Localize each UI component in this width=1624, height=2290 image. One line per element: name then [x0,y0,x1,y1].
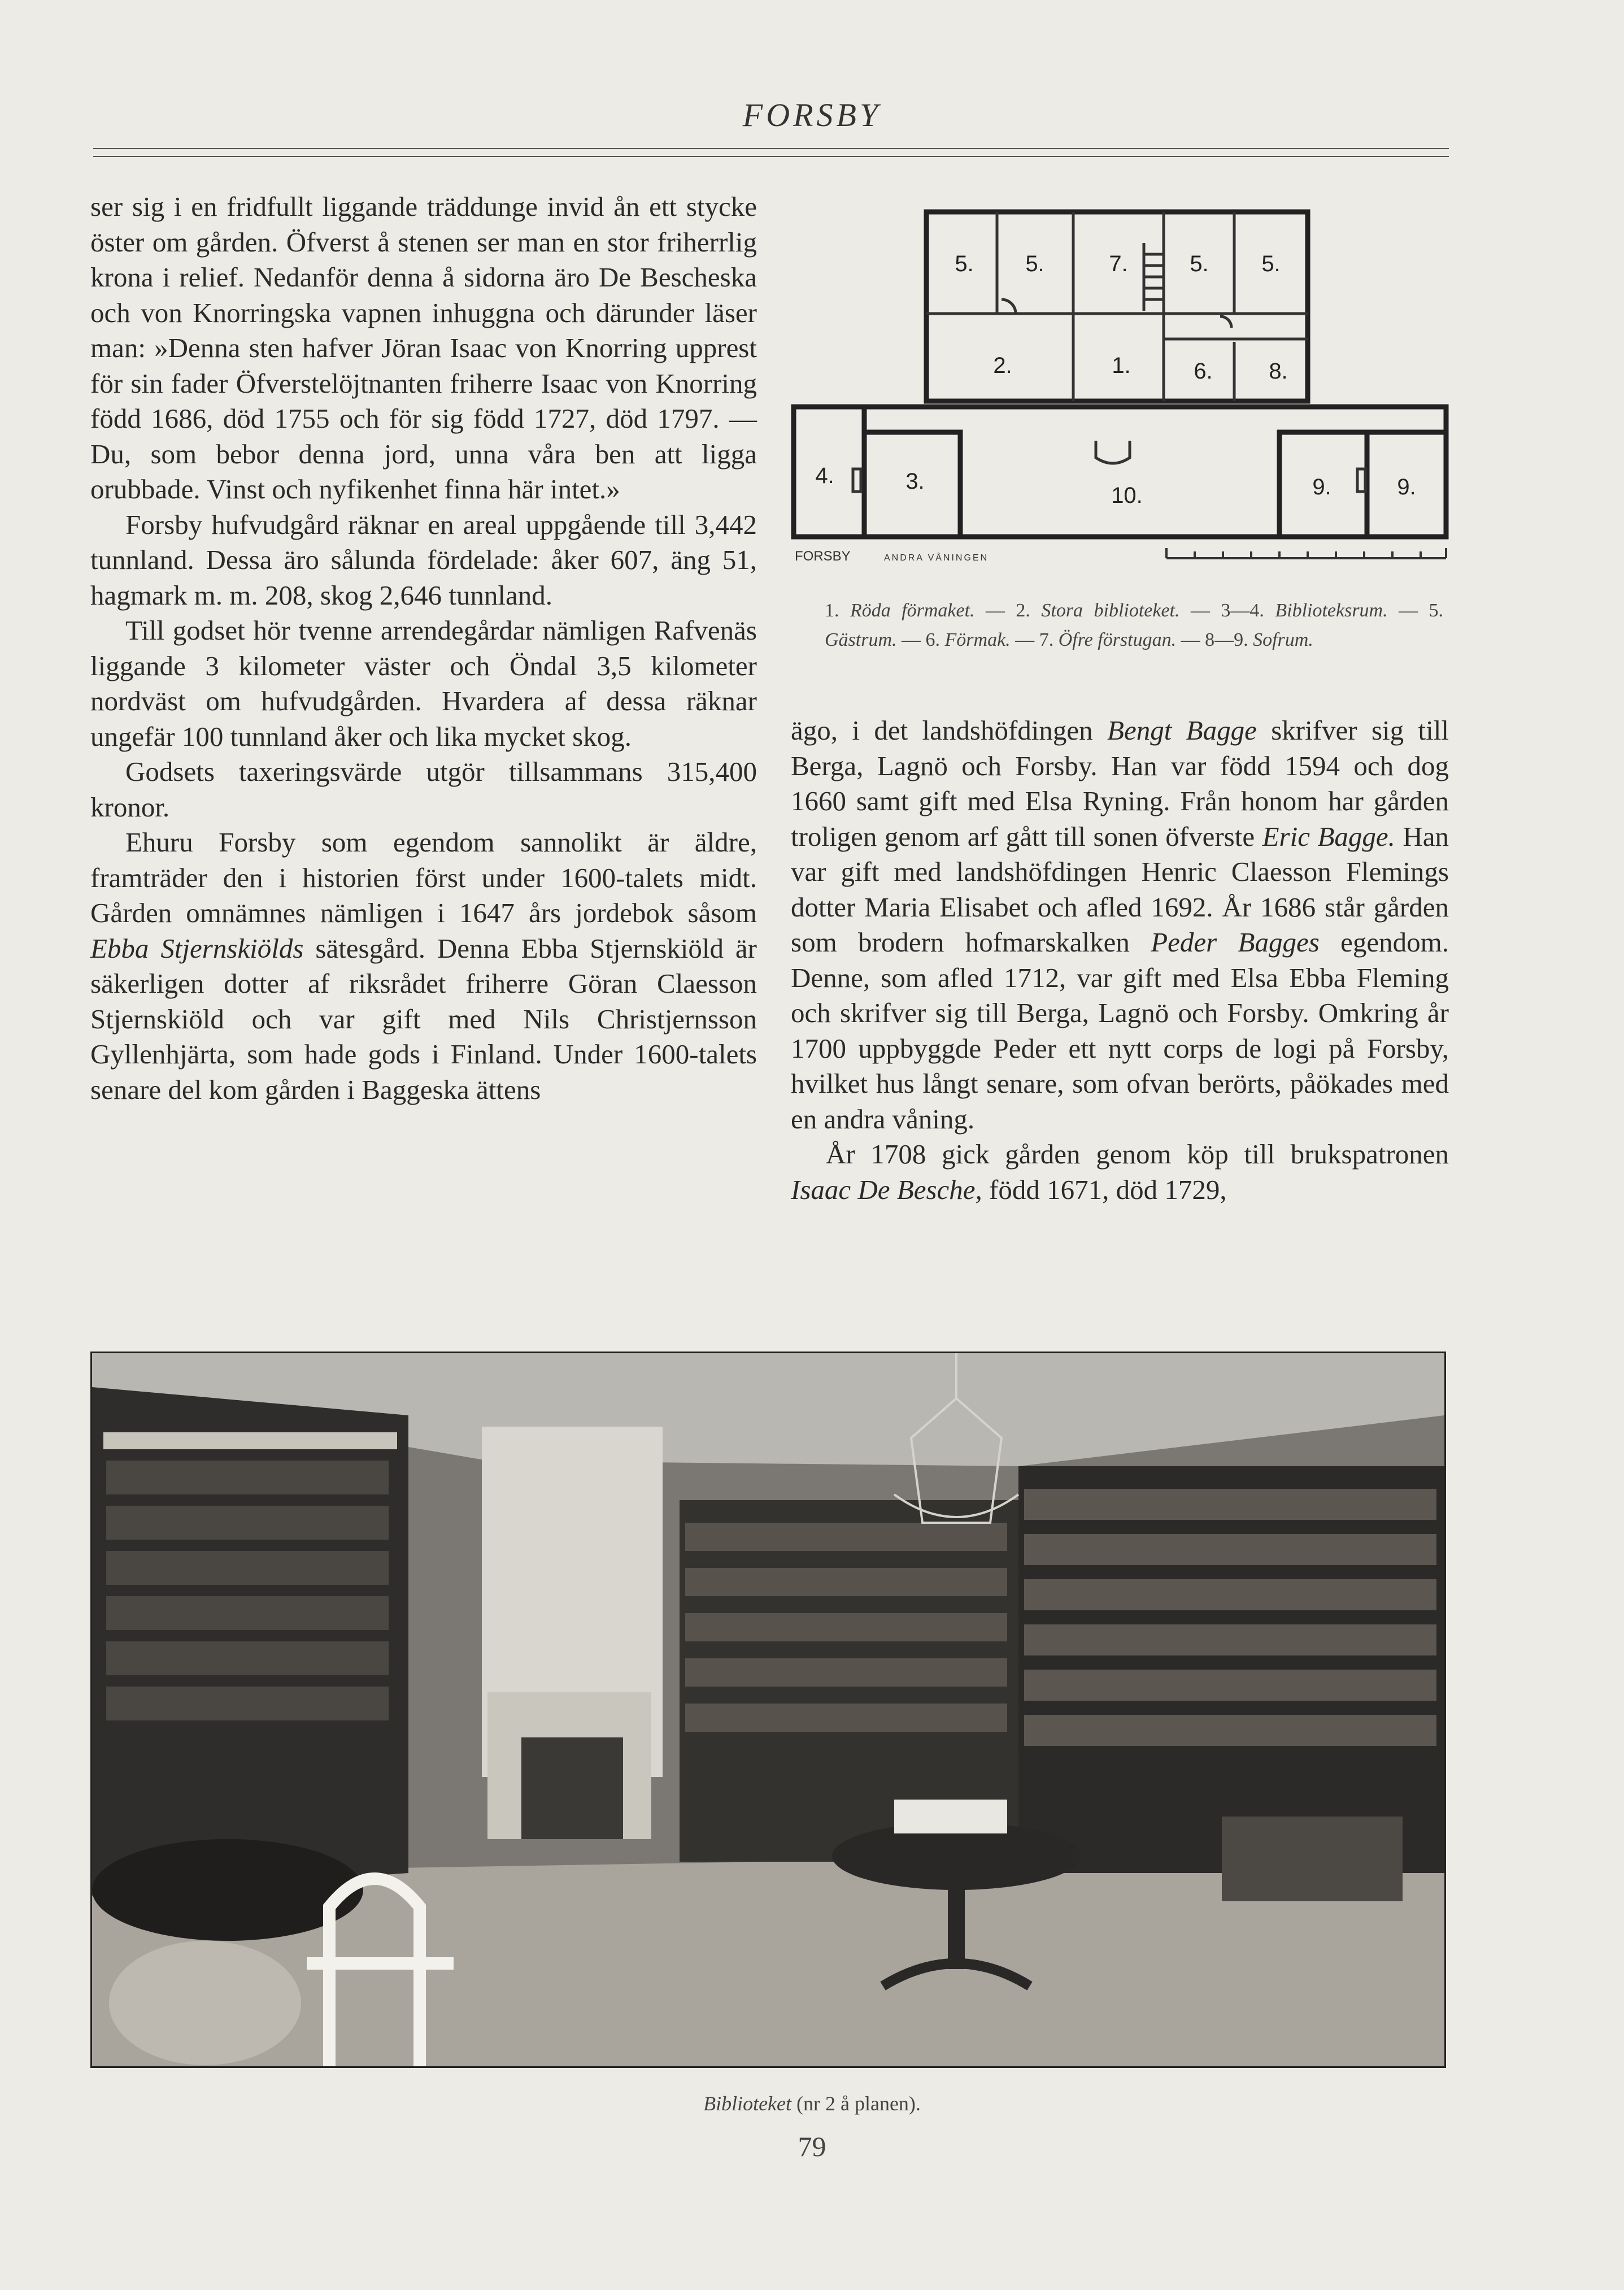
room-label: 5. [1025,251,1044,276]
caption-room: Sofrum. [1253,629,1313,650]
right-column [791,713,1449,1207]
page-number: 79 [798,2131,826,2162]
text-run: född 1671, död 1729, [982,1174,1227,1205]
text-run: År 1708 gick gården genom köp till brukspatronen [826,1139,1449,1170]
scale-bar [1166,548,1446,558]
text-run: sätesgård. Denna Ebba Stjernskiöld är säkerligen dotter af riksrådet friherre Göran Claesson Stjernskiöld och var gift med Nils Christjernsson Gyllenhjärta, som hade gods i Finland. Under 1600-talets senare del kom gården i Baggeska ättens [90,932,757,1105]
caption-room: Röda förmaket. [850,600,975,621]
room-label: 8. [1269,359,1288,384]
paragraph [791,1137,1449,1207]
caption-title: Biblioteket [703,2092,792,2115]
caption-room: Förmak. [944,629,1011,650]
text-run: egendom. Denne, som afled 1712, var gift med Elsa Ebba Fleming och skrifver sig till Berga, Lagnö och Forsby. Omkring år 1700 uppbyggde Peder ett nytt corps de logi på Forsby, hvilket hus långt senare, som ofvan berörts, påökades med en andra våning. [791,927,1449,1135]
plan-caption [825,596,1443,655]
room-label: 7. [1109,251,1128,276]
running-header: FORSBY [742,97,882,133]
room-label: 9. [1312,475,1331,499]
paragraph [791,713,1449,1137]
plan-title: FORSBY [795,549,851,564]
paragraph: Forsby hufvudgård räknar en areal uppgående till 3,442 tunnland. Dessa äro sålunda fördelade: åker 607, äng 51, hagmark m. m. 208, skog 2,646 tunnland. [90,509,757,611]
room-label: 10. [1111,483,1143,508]
text-run: skrifver sig till Berga, Lagnö och Forsby. Han var född 1594 och dog 1660 samt gift med Elsa Ryning. Från honom har gården troligen genom arf gått till sonen öfverste [791,715,1449,852]
header-rule-second [93,156,1449,157]
library-photograph [90,1352,1446,2068]
paragraph [90,825,757,1107]
room-label: 5. [955,251,974,276]
caption-number: — 8—9. [1176,629,1253,650]
photo-caption [0,2092,1624,2115]
caption-rest: (nr 2 å planen). [791,2092,921,2115]
header-rule [93,148,1449,149]
paragraph: Godsets taxeringsvärde utgör tillsammans 315,400 kronor. [90,756,757,823]
italic-name: Eric Bagge. [1262,820,1395,852]
caption-room: Stora biblioteket. [1041,600,1180,621]
room-label: 1. [1112,353,1131,378]
caption-number: — 3—4. [1179,600,1275,621]
caption-number: — 6. [896,629,945,650]
italic-name: Ebba Stjernskiölds [90,932,304,964]
caption-number: — 5. [1387,600,1444,621]
text-run: Ehuru Forsby som egendom sannolikt är äldre, framträder den i historien först under 1600-talets midt. Gården omnämnes nämligen i 1647 års jordebok såsom [90,827,757,928]
italic-name: Bengt Bagge [1107,715,1257,746]
room-label: 5. [1261,251,1281,276]
room-label: 3. [905,469,925,494]
italic-name: Peder Bagges [1151,927,1320,958]
room-label: 4. [815,463,834,488]
room-label: 6. [1194,359,1213,384]
plan-subtitle: ANDRA VÅNINGEN [884,553,989,563]
text-run: ägo, i det landshöfdingen [791,715,1108,746]
floor-plan [788,203,1449,571]
text-run: Han var gift med landshöfdingen Henric Claesson Flemings dotter Maria Elisabet och afled 1692. År 1686 står gården som brodern hofmarskalken [791,820,1449,958]
room-label: 5. [1190,251,1209,276]
caption-room: Gästrum. [825,629,897,650]
caption-number: 1. [825,600,850,621]
paragraph: ser sig i en fridfullt liggande träddunge invid ån ett stycke öster om gården. Öfverst å stenen ser man en stor friherrlig krona i relief. Nedanför denna å sidorna äro De Bescheska och von Knorringska vapnen inhuggna och därunder läser man: »Denna sten hafver Jöran Isaac von Knorring upprest för sin fader Öfverstelöjtnanten friherre Isaac von Knorring född 1686, död 1755 och för sig född 1727, död 1797. — Du, som bebor denna jord, unna våra ben att ligga orubbade. Vinst och nyfikenhet finna här intet.» [90,191,757,505]
caption-room: Biblioteksrum. [1275,600,1388,621]
caption-number: — 7. [1010,629,1059,650]
caption-room: Öfre förstugan. [1058,629,1177,650]
italic-name: Isaac De Besche, [791,1174,982,1205]
caption-number: — 2. [974,600,1042,621]
room-label: 9. [1397,475,1416,499]
paragraph: Till godset hör tvenne arrendegårdar nämligen Rafvenäs liggande 3 kilometer väster och Öndal 3,5 kilometer nordväst om hufvudgården. Hvardera af dessa räknar ungefär 100 tunnland åker och lika mycket skog. [90,615,757,752]
room-label: 2. [993,353,1012,378]
left-column [90,189,757,1107]
